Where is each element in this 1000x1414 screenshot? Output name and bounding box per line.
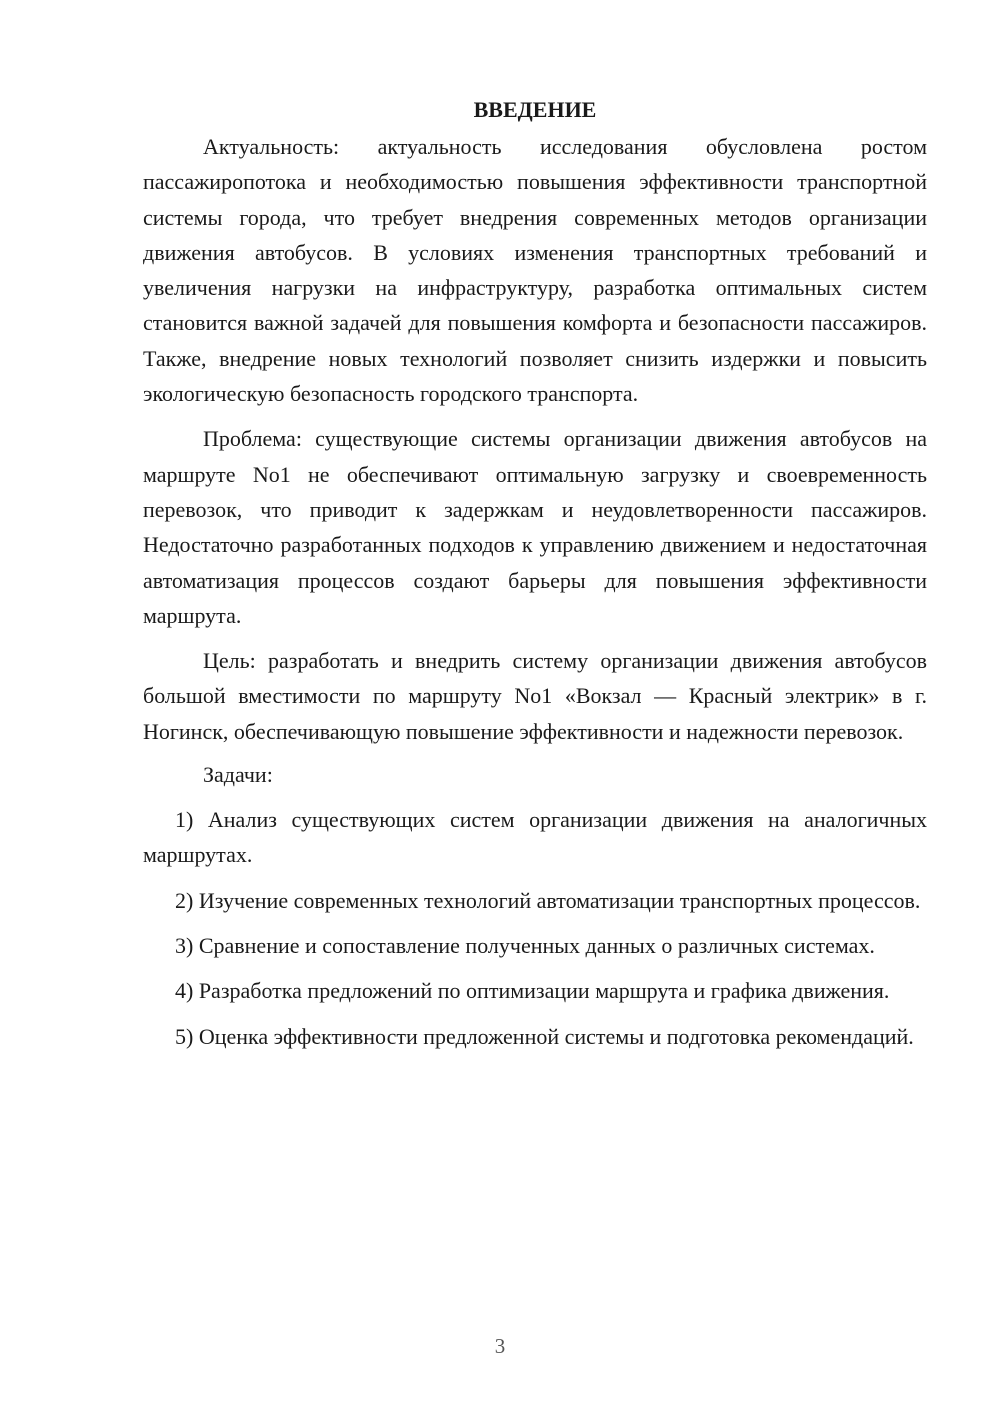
section-heading: ВВЕДЕНИЕ	[473, 97, 597, 122]
task-item: 2) Изучение современных технологий автоматизации транспортных процессов.	[175, 887, 921, 913]
relevance-paragraph: Актуальность: актуальность исследования обусловлена ростом пассажиропотока и необходимостью повышения эффективности транспортной системы города, что требует внедрения современных методов организации движения автобусов. В условиях изменения транспортных требований и увеличения нагрузки на инфраструктуру, разработка оптимальных систем становится важной задачей для повышения комфорта и безопасности пассажиров. Также, внедрение новых технологий позволяет снизить издержки и повысить экологическую безопасность городского транспорта.	[143, 134, 927, 407]
page-number: 3	[494, 1334, 506, 1358]
document-page	[143, 92, 927, 1054]
task-item: 5) Оценка эффективности предложенной системы и подготовка рекомендаций.	[175, 1023, 914, 1049]
task-item: 3) Сравнение и сопоставление полученных данных о различных системах.	[175, 932, 875, 958]
task-item: 4) Разработка предложений по оптимизации маршрута и графика движения.	[175, 978, 890, 1004]
problem-paragraph: Проблема: существующие системы организации движения автобусов на маршруте No1 не обеспечивают оптимальную загрузку и своевременность перевозок, что приводит к задержкам и неудовлетворенности пассажиров. Недостаточно разработанных подходов к управлению движением и недостаточная автоматизация процессов создают барьеры для повышения эффективности маршрута.	[143, 426, 927, 628]
tasks-label: Задачи:	[203, 762, 273, 788]
goal-paragraph: Цель: разработать и внедрить систему организации движения автобусов большой вместимости по маршруту No1 «Вокзал — Красный электрик» в г. Ногинск, обеспечивающую повышение эффективности и надежности перевозок.	[143, 648, 927, 744]
task-item: 1) Анализ существующих систем организации движения на аналогичных маршрутах.	[143, 807, 927, 868]
tasks-list	[143, 802, 927, 1054]
